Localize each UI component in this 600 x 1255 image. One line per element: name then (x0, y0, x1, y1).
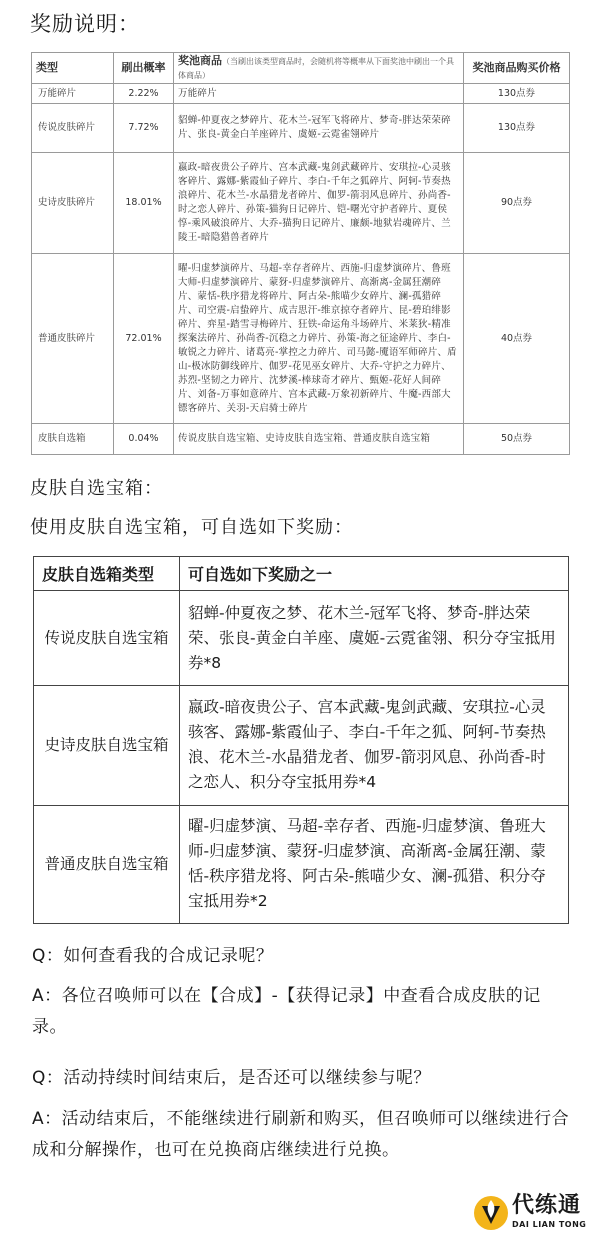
row-items: 曜-归虚梦演碎片、马超-幸存者碎片、西施-归虚梦演碎片、鲁班大师-归虚梦演碎片、蒙犽-归虚梦演碎片、高渐离-金属狂潮碎片、蒙恬-秩序猎龙将碎片、阿古朵-熊喵少女碎片、澜-孤猎碎片、司空震-启蛰碎片、成吉思汗-维京掠夺者碎片、昆-碧珀绯影碎片、弈星-踏雪寻梅碎片、狂铁-命运角斗场碎片、米莱狄-精准探案法碎片、孙尚香-沉稳之力碎片、孙策-海之征途碎片、李白-敏锐之力碎片、诸葛亮-掌控之力碎片、司马懿-魇语军师碎片、盾山-极冰防御线碎片、伽罗-花见巫女碎片、大乔-守护之力碎片、苏烈-坚韧之力碎片、沈梦溪-棒球奇才碎片、甄姬-花好人间碎片、刘备-万事如意碎片、宫本武藏-万象初新碎片、牛魔-西部大镖客碎片、关羽-天启骑士碎片 (174, 254, 464, 424)
faq-answer: A：活动结束后，不能继续进行刷新和购买，但召唤师可以继续进行合成和分解操作，也可在兑换商店继续进行兑换。 (32, 1109, 570, 1160)
row-rate: 0.04% (114, 424, 174, 455)
row-type: 普通皮肤碎片 (32, 254, 114, 424)
row-items: 传说皮肤自选宝箱、史诗皮肤自选宝箱、普通皮肤自选宝箱 (174, 424, 464, 455)
row-price: 50点券 (464, 424, 570, 455)
box-type: 传说皮肤自选宝箱 (34, 591, 180, 686)
row-price: 130点券 (464, 104, 570, 153)
faq-question: Q：如何查看我的合成记录呢？ (32, 946, 274, 966)
logo-subtext: DAI LIAN TONG (512, 1220, 587, 1229)
row-rate: 72.01% (114, 254, 174, 424)
table-row (32, 84, 570, 104)
skin-box-intro: 使用皮肤自选宝箱，可自选如下奖励： (30, 517, 353, 538)
header-rate: 刷出概率 (114, 53, 174, 84)
row-items: 万能碎片 (174, 84, 464, 104)
table-row (32, 153, 570, 254)
reward-table (31, 52, 570, 455)
faq-question: Q：活动持续时间结束后，是否还可以继续参与呢？ (32, 1068, 431, 1088)
box-type: 史诗皮肤自选宝箱 (34, 686, 180, 805)
faq-answer: A：各位召唤师可以在【合成】-【获得记录】中查看合成皮肤的记录。 (32, 986, 541, 1037)
row-rate: 18.01% (114, 153, 174, 254)
skin-box-section-title: 皮肤自选宝箱： (30, 478, 163, 499)
box-options: 貂蝉-仲夏夜之梦、花木兰-冠军飞将、梦奇-胖达荣荣、张良-黄金白羊座、虞姬-云霓雀翎、积分夺宝抵用券*8 (180, 591, 569, 686)
header-price: 奖池商品购买价格 (464, 53, 570, 84)
table-row (34, 686, 569, 805)
row-price: 90点券 (464, 153, 570, 254)
row-rate: 7.72% (114, 104, 174, 153)
header-pool-note: （当刷出该类型商品时，会随机将等概率从下面奖池中刷出一个具体商品） (178, 57, 454, 80)
table-row (32, 424, 570, 455)
row-price: 40点券 (464, 254, 570, 424)
row-type: 皮肤自选箱 (32, 424, 114, 455)
logo-mark-icon (474, 1196, 508, 1230)
reward-section-title: 奖励说明： (30, 12, 140, 36)
header-box-type: 皮肤自选箱类型 (34, 557, 180, 591)
row-type: 传说皮肤碎片 (32, 104, 114, 153)
watermark-logo (470, 1188, 594, 1240)
box-options: 嬴政-暗夜贵公子、宫本武藏-鬼剑武藏、安琪拉-心灵骇客、露娜-紫霞仙子、李白-千年之狐、阿轲-节奏热浪、花木兰-水晶猎龙者、伽罗-箭羽风息、孙尚香-时之恋人、积分夺宝抵用券*4 (180, 686, 569, 805)
row-rate: 2.22% (114, 84, 174, 104)
box-options: 曜-归虚梦演、马超-幸存者、西施-归虚梦演、鲁班大师-归虚梦演、蒙犽-归虚梦演、高渐离-金属狂潮、蒙恬-秩序猎龙将、阿古朵-熊喵少女、澜-孤猎、积分夺宝抵用券*2 (180, 805, 569, 923)
table-row (34, 591, 569, 686)
row-items: 貂蝉-仲夏夜之梦碎片、花木兰-冠军飞将碎片、梦奇-胖达荣荣碎片、张良-黄金白羊座碎片、虞姬-云霓雀翎碎片 (174, 104, 464, 153)
logo-text: 代练通 (512, 1193, 582, 1218)
row-type: 史诗皮肤碎片 (32, 153, 114, 254)
row-type: 万能碎片 (32, 84, 114, 104)
header-box-options: 可自选如下奖励之一 (180, 557, 569, 591)
row-price: 130点券 (464, 84, 570, 104)
table-row (32, 254, 570, 424)
skin-box-table (33, 556, 569, 924)
table-row (34, 805, 569, 923)
table-row (32, 104, 570, 153)
box-type: 普通皮肤自选宝箱 (34, 805, 180, 923)
header-pool: 奖池商品（当刷出该类型商品时，会随机将等概率从下面奖池中刷出一个具体商品） (174, 53, 464, 84)
row-items: 嬴政-暗夜贵公子碎片、宫本武藏-鬼剑武藏碎片、安琪拉-心灵骇客碎片、露娜-紫霞仙子碎片、李白-千年之狐碎片、阿轲-节奏热浪碎片、花木兰-水晶猎龙者碎片、伽罗-箭羽风息碎片、孙尚香-时之恋人碎片、孙策-猫狗日记碎片、铠-曙光守护者碎片、夏侯惇-乘风破浪碎片、大乔-猫狗日记碎片、廉颇-地狱岩魂碎片、兰陵王-暗隐猎兽者碎片 (174, 153, 464, 254)
header-type: 类型 (32, 53, 114, 84)
